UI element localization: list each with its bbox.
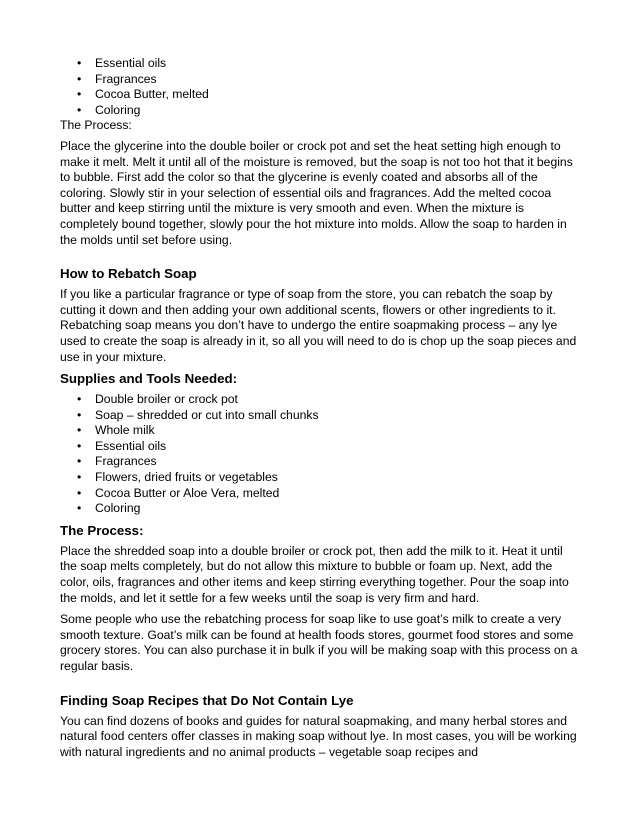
list-item: • Double broiler or crock pot (77, 392, 580, 408)
list-item: • Soap – shredded or cut into small chunks (77, 408, 580, 424)
process-label: The Process: (60, 118, 132, 133)
list-item: • Whole milk (77, 423, 580, 439)
rebatch-paragraph: If you like a particular fragrance or type of soap from the store, you can rebatch the soap by cutting it down and then adding your own additional scents, flowers or other ingredients to it. Rebatching soap means you don’t have to undergo the entire soapmaking process – any lye used to create the soap is already in it, so all you will need to do is chop up the soap pieces and use in your mixture. (60, 287, 577, 364)
list-item: • Coloring (77, 103, 580, 119)
list-item: • Fragrances (77, 454, 580, 470)
supplies-heading: Supplies and Tools Needed: (60, 371, 238, 387)
list-item: • Flowers, dried fruits or vegetables (77, 470, 580, 486)
list-item: • Cocoa Butter or Aloe Vera, melted (77, 486, 580, 502)
list-item: • Essential oils (77, 56, 580, 72)
list-item: • Cocoa Butter, melted (77, 87, 580, 103)
list-item: • Fragrances (77, 72, 580, 88)
rebatch-heading: How to Rebatch Soap (60, 266, 197, 282)
ingredient-list (60, 56, 580, 118)
process-paragraph: Place the glycerine into the double boiler or crock pot and set the heat setting high enough to make it melt. Melt it until all of the moisture is removed, but the soap is not too hot that it begins to bubble. First add the color so that the glycerine is evenly coated and absorbs all of the coloring. Slowly stir in your selection of essential oils and fragrances. Add the melted cocoa butter and keep stirring until the mixture is very smooth and even. When the mixture is completely bound together, slowly pour the hot mixture into molds. Allow the soap to harden in the molds until set before using. (60, 138, 573, 247)
goats-milk-paragraph: Some people who use the rebatching process for soap like to use goat’s milk to create a very smooth texture. Goat’s milk can be found at health foods stores, gourmet food stores and some grocery stores. You can also purchase it in bulk if you will be making soap with this process on a regular basis. (60, 612, 578, 673)
document-page (60, 56, 580, 760)
list-item: • Coloring (77, 501, 580, 517)
supplies-list (60, 392, 580, 517)
process-paragraph: Place the shredded soap into a double broiler or crock pot, then add the milk to it. Heat it until the soap melts completely, but do not allow this mixture to bubble or foam up. Next, add the color, oils, fragrances and other items and keep stirring everything together. Pour the soap into the molds, and let it settle for a few weeks until the soap is very firm and hard. (60, 543, 569, 605)
process-heading: The Process: (60, 522, 144, 538)
list-item: • Essential oils (77, 439, 580, 455)
lye-free-heading: Finding Soap Recipes that Do Not Contain Lye (60, 692, 354, 708)
lye-free-paragraph: You can find dozens of books and guides for natural soapmaking, and many herbal stores and natural food centers offer classes in making soap without lye. In most cases, you will be working with natural ingredients and no animal products – vegetable soap recipes and (60, 713, 577, 759)
